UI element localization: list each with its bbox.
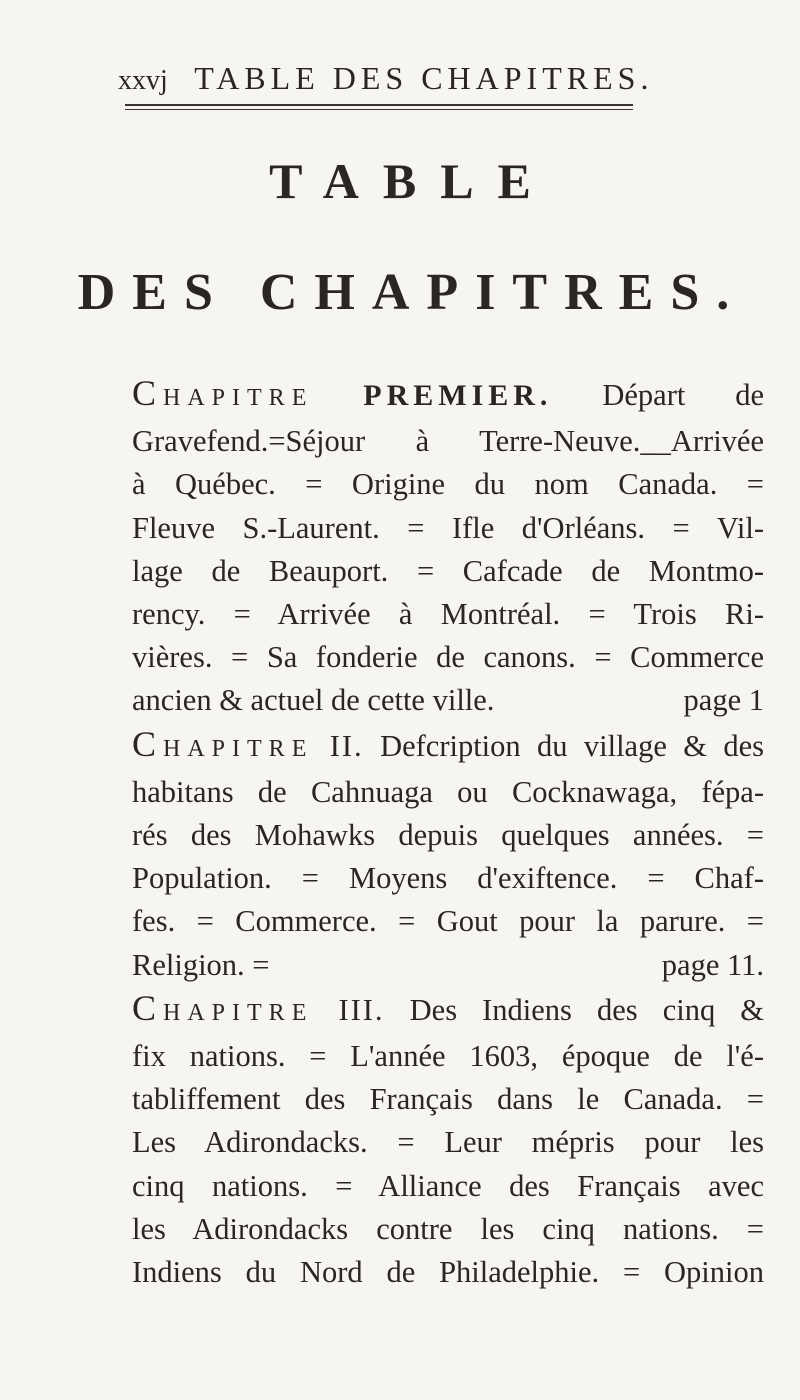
table-of-contents	[132, 372, 764, 1294]
chapter-1-line: lage de Beauport. = Cafcade de Montmo-	[132, 553, 764, 588]
chapter-3-line-1: Des Indiens des cinq &	[409, 992, 765, 1027]
chapter-1-page-ref: page 1	[683, 683, 764, 718]
chapter-1-line: vières. = Sa fonderie de canons. = Commerce	[132, 640, 764, 675]
folio: xxvj	[118, 65, 168, 96]
chapter-2-number: II.	[329, 728, 364, 763]
chapter-1-label: CHAPITRE	[132, 373, 314, 413]
chapter-2-line: Population. = Moyens d'exiftence. = Chaf-	[132, 861, 764, 896]
chapter-2-line: Religion. =	[132, 947, 270, 982]
chapter-2-line-1: Defcription du village & des	[380, 728, 765, 763]
chapter-1-line: ancien & actuel de cette ville.	[132, 683, 495, 718]
chapter-2-last-line	[132, 944, 764, 987]
chapter-2-line: rés des Mohawks depuis quelques années. =	[132, 818, 764, 853]
title-line-1: TABLE	[269, 153, 555, 209]
chapter-3-line: cinq nations. = Alliance des Français avec	[132, 1168, 764, 1203]
chapter-1-line: Fleuve S.-Laurent. = Ifle d'Orléans. = Vil-	[132, 510, 764, 545]
chapter-1-heading-line	[132, 372, 764, 420]
chapter-2-heading-line	[132, 723, 764, 771]
chapter-3-number: III.	[338, 992, 385, 1027]
chapter-1-number: PREMIER.	[363, 379, 553, 412]
chapter-1-line-1: Départ de	[602, 378, 765, 412]
chapter-3-line: fix nations. = L'année 1603, époque de l'é-	[132, 1039, 764, 1074]
chapter-2-label: CHAPITRE	[132, 723, 314, 764]
chapter-2-line: fes. = Commerce. = Gout pour la parure. =	[132, 904, 764, 939]
chapter-3-line: Les Adirondacks. = Leur mépris pour les	[132, 1125, 764, 1160]
chapter-1-line: Gravefend.=Séjour à Terre-Neuve.__Arrivée	[132, 424, 764, 459]
chapter-2-page-ref: page 11.	[661, 947, 764, 982]
chapter-3-line: Indiens du Nord de Philadelphie. = Opinion	[132, 1255, 764, 1290]
chapter-3-label: CHAPITRE	[132, 987, 314, 1028]
header-rule	[125, 104, 633, 110]
running-head-title: TABLE DES CHAPITRES.	[194, 60, 654, 96]
chapter-1-last-line	[132, 679, 764, 722]
chapter-2-line: habitans de Cahnuaga ou Cocknawaga, fépa-	[132, 774, 764, 809]
chapter-1-line: à Québec. = Origine du nom Canada. =	[132, 467, 764, 502]
title-line-2: DES CHAPITRES.	[77, 264, 747, 321]
chapter-1-line: rency. = Arrivée à Montréal. = Trois Ri-	[132, 597, 764, 632]
chapter-3-heading-line	[132, 987, 764, 1035]
running-head	[118, 60, 653, 97]
chapter-3-line: tabliffement des Français dans le Canada. =	[132, 1082, 764, 1117]
chapter-3-line: les Adirondacks contre les cinq nations. =	[132, 1211, 764, 1246]
